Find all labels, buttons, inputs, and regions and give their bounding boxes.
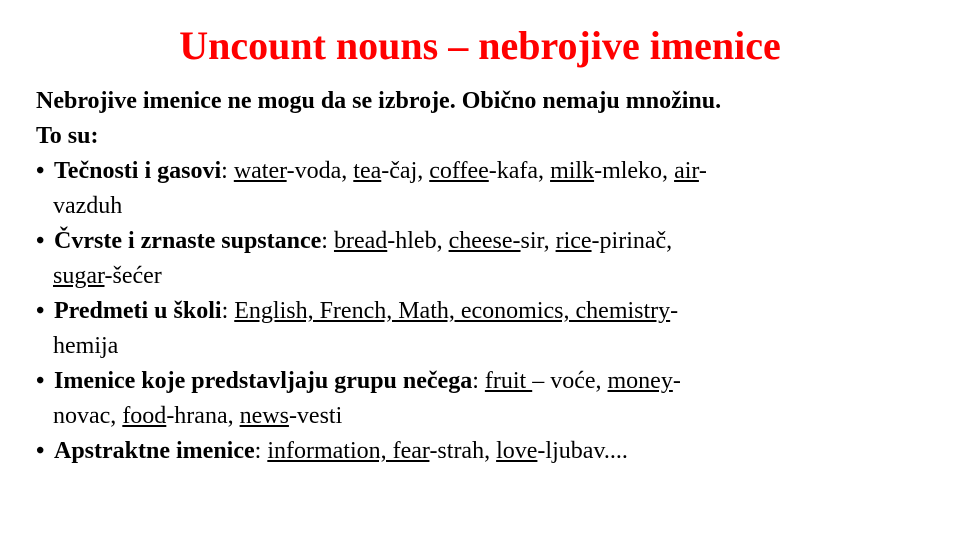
bullet-text: hemija [53,333,119,359]
underlined-term: water [233,158,287,184]
underlined-term: love [496,438,538,464]
bullet-text: : [221,298,235,324]
underlined-term: sugar [53,263,105,289]
bullet-item [36,224,952,294]
bullet-item [36,364,952,434]
bullet-list [36,154,952,469]
bullet-heading: Imenice koje predstavljaju grupu nečega [54,368,473,394]
bullet-heading: Tečnosti i gasovi [54,158,222,184]
underlined-term: bread [333,228,388,254]
underlined-term: air [674,158,699,184]
bullet-text: -pirinač, [591,228,673,254]
bullet-line-1 [36,434,952,469]
bullet-item [36,154,952,224]
bullet-line-2 [36,259,952,294]
bullet-text: : [321,228,334,254]
bullet-text: -hrana, [166,403,240,429]
bullet-icon: • [36,438,45,464]
underlined-term: food [122,403,167,429]
bullet-text: : [472,368,485,394]
bullet-heading: Apstraktne imenice [54,438,255,464]
bullet-text: -čaj, [381,158,430,184]
bullet-text: -mleko, [594,158,675,184]
bullet-icon: • [36,368,45,394]
underlined-term: news [239,403,289,429]
bullet-line-2 [36,189,952,224]
bullet-text: : [254,438,268,464]
underlined-term: cheese- [448,228,521,254]
bullet-text: -hleb, [387,228,449,254]
bullet-text: -voda, [286,158,354,184]
bullet-line-1 [36,224,952,259]
bullet-text: novac, [53,403,123,429]
bullet-text: -vesti [288,403,343,429]
bullet-heading: Čvrste i zrnaste supstance [54,228,322,254]
underlined-term: coffee [429,158,489,184]
bullet-text: - [698,158,707,184]
bullet-icon: • [36,228,45,254]
bullet-text: vazduh [53,193,123,219]
underlined-term: milk [550,158,595,184]
bullet-line-1 [36,364,952,399]
bullet-text: sir, [520,228,556,254]
bullet-line-1 [36,154,952,189]
underlined-term: fruit [484,368,533,394]
bullet-heading: Predmeti u školi [54,298,222,324]
bullet-text: : [221,158,234,184]
bullet-icon: • [36,298,45,324]
bullet-icon: • [36,158,45,184]
bullet-line-1 [36,294,952,329]
slide-body [36,84,952,469]
slide-title: Uncount nouns – nebrojive imenice [179,23,781,68]
bullet-text: -šećer [104,263,162,289]
underlined-term: information, fear [267,438,430,464]
underlined-term: English, French, Math, economics, chemistry [234,298,671,324]
intro-line-1: Nebrojive imenice ne mogu da se izbroje. Obično nemaju množinu. [36,88,722,114]
bullet-text: -strah, [429,438,497,464]
bullet-text: -ljubav.... [537,438,628,464]
bullet-item [36,434,952,469]
bullet-item [36,294,952,364]
bullet-text: - [672,368,681,394]
bullet-text: - [670,298,679,324]
intro-line-2: To su: [36,123,99,149]
underlined-term: tea [353,158,382,184]
bullet-line-2 [36,399,952,434]
underlined-term: rice [555,228,592,254]
underlined-term: money [607,368,673,394]
bullet-text: – voće, [532,368,608,394]
bullet-text: -kafa, [488,158,551,184]
bullet-line-2 [36,329,952,364]
